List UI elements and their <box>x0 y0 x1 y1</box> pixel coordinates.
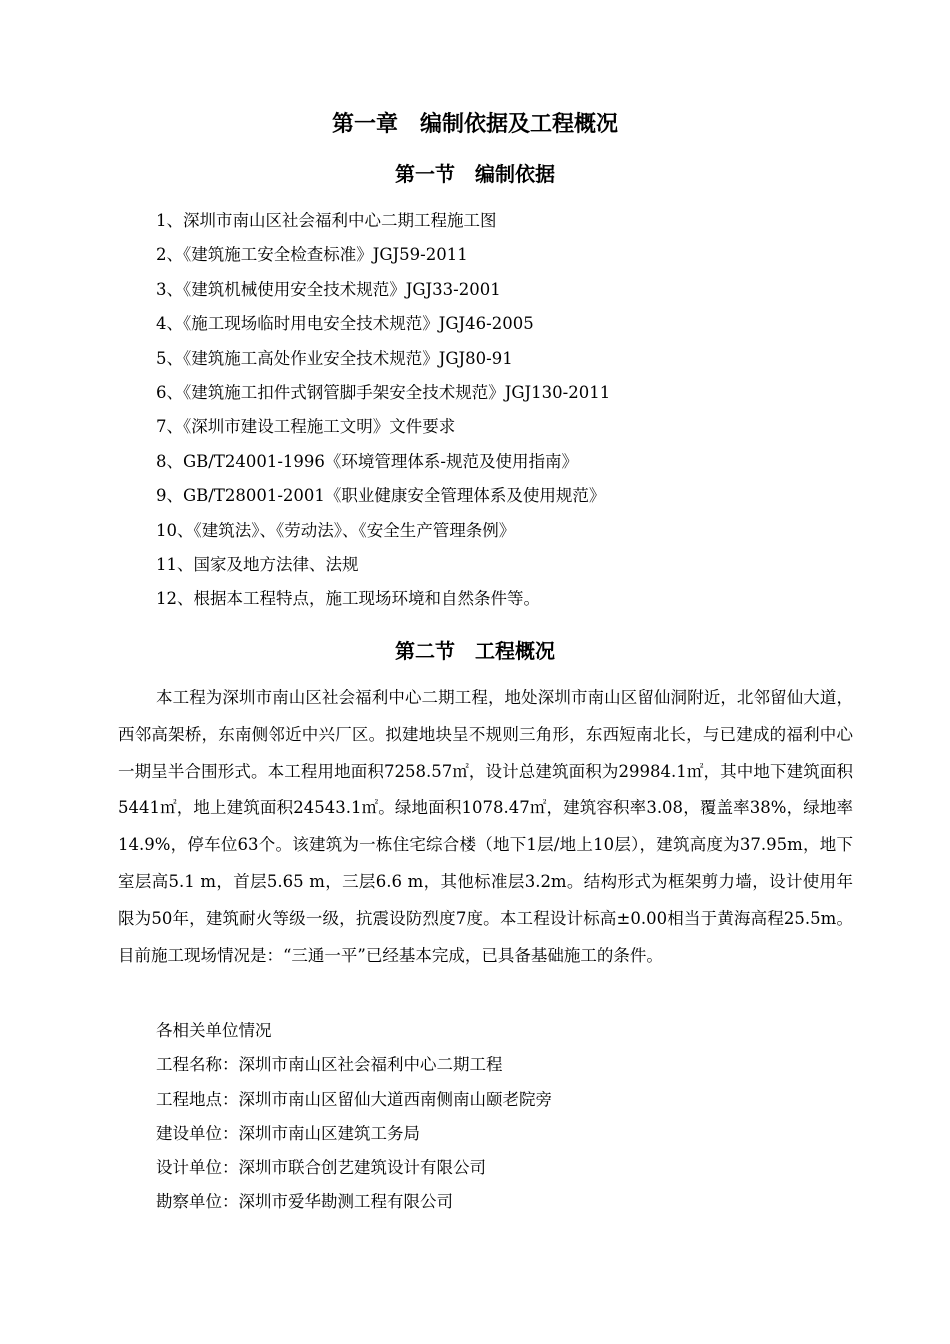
unit-item: 工程名称：深圳市南山区社会福利中心二期工程 <box>156 1055 503 1075</box>
unit-item: 勘察单位：深圳市爱华勘测工程有限公司 <box>156 1192 453 1212</box>
basis-item: 6、《建筑施工扣件式钢管脚手架安全技术规范》JGJ130-2011 <box>156 382 611 402</box>
basis-item: 4、《施工现场临时用电安全技术规范》JGJ46-2005 <box>156 314 534 334</box>
units-list <box>156 1014 552 1220</box>
basis-item: 12、根据本工程特点，施工现场环境和自然条件等。 <box>156 589 540 609</box>
chapter-title: 第一章 编制依据及工程概况 <box>331 112 618 137</box>
section-title-overview: 第二节 工程概况 <box>395 639 555 663</box>
unit-item: 设计单位：深圳市联合创艺建筑设计有限公司 <box>156 1158 486 1178</box>
basis-item: 5、《建筑施工高处作业安全技术规范》JGJ80-91 <box>156 348 513 368</box>
overview-paragraph: 本工程为深圳市南山区社会福利中心二期工程，地处深圳市南山区留仙洞附近，北邻留仙大道，西邻高架桥，东南侧邻近中兴厂区。拟建地块呈不规则三角形，东西短南北长，与已建成的福利中心一期呈半合围形式。本工程用地面积7258.57㎡，设计总建筑面积为29984.1㎡，其中地下建筑面积5441㎡，地上建筑面积24543.1㎡。绿地面积1078.47㎡，建筑容积率3.08，覆盖率38%，绿地率14.9%，停车位63个。该建筑为一栋住宅综合楼（地下1层/地上10层），建筑高度为37.95m，地下室层高5.1 m，首层5.65 m，三层6.6 m，其他标准层3.2m。结构形式为框架剪力墙，设计使用年限为50年，建筑耐火等级一级，抗震设防烈度7度。本工程设计标高±0.00相当于黄海高程25.5m。目前施工现场情况是：“三通一平”已经基本完成，已具备基础施工的条件。 <box>118 688 853 965</box>
basis-item: 11、国家及地方法律、法规 <box>156 554 359 574</box>
basis-item: 8、GB/T24001-1996《环境管理体系-规范及使用指南》 <box>156 451 578 471</box>
basis-item: 10、《建筑法》、《劳动法》、《安全生产管理条例》 <box>156 520 516 540</box>
unit-item: 工程地点：深圳市南山区留仙大道西南侧南山颐老院旁 <box>156 1089 552 1109</box>
basis-item: 1、深圳市南山区社会福利中心二期工程施工图 <box>156 211 497 230</box>
section-title-basis: 第一节 编制依据 <box>395 162 555 186</box>
basis-item: 7、《深圳市建设工程施工文明》文件要求 <box>156 417 456 437</box>
basis-item: 2、《建筑施工安全检查标准》JGJ59-2011 <box>156 245 468 265</box>
basis-item: 9、GB/T28001-2001《职业健康安全管理体系及使用规范》 <box>156 486 606 506</box>
units-heading: 各相关单位情况 <box>156 1021 272 1040</box>
basis-list <box>156 204 610 617</box>
unit-item: 建设单位：深圳市南山区建筑工务局 <box>156 1123 420 1143</box>
basis-item: 3、《建筑机械使用安全技术规范》JGJ33-2001 <box>156 279 501 299</box>
